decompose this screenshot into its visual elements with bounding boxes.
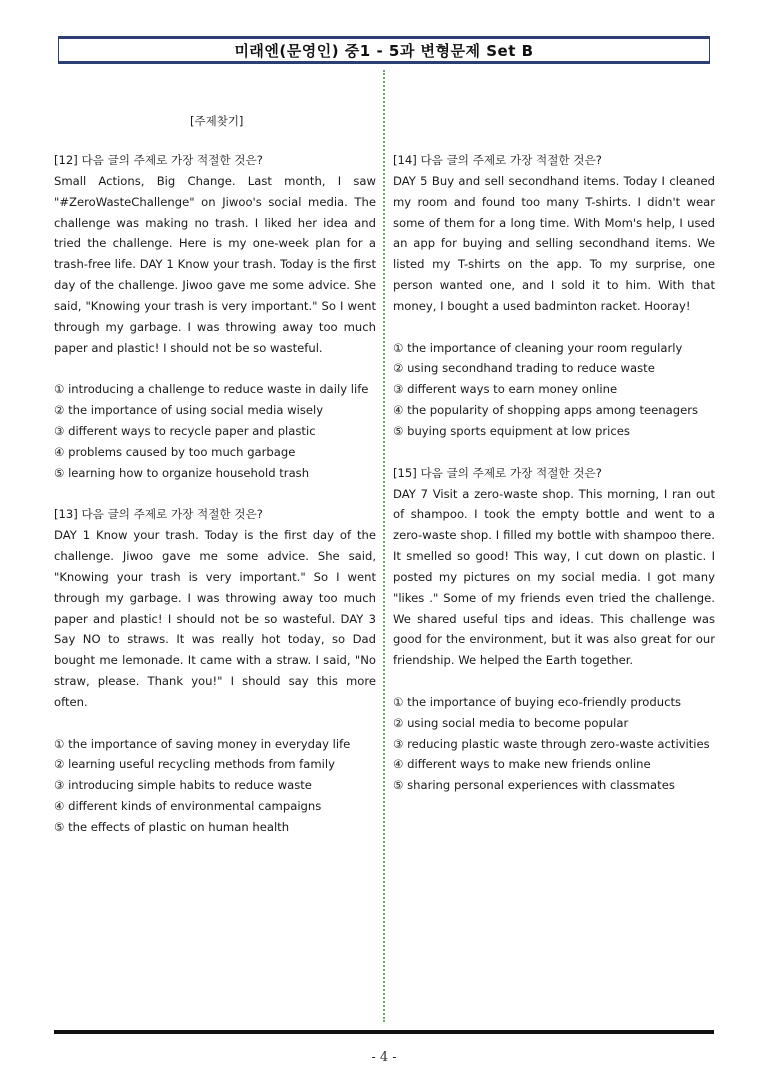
question-15 <box>393 463 715 797</box>
question-passage: Small Actions, Big Change. Last month, I saw "#ZeroWasteChallenge" on Jiwoo's social media. The challenge was making no trash. I liked her idea and tried the challenge. Here is my one-week plan for a trash-free life. DAY 1 Know your trash. Today is the first day of the challenge. Jiwoo gave me some advice. She said, "Knowing your trash is very important." So I went through my garbage. I was throwing away too much paper and plastic! I should not be so wasteful. <box>54 173 376 355</box>
left-column <box>54 150 376 838</box>
answer-option[interactable]: ④ problems caused by too much garbage <box>54 444 296 459</box>
question-13 <box>54 504 376 838</box>
question-passage: DAY 5 Buy and sell secondhand items. Today I cleaned my room and found too many T-shirts. I didn't wear some of them for a long time. With Mom's help, I used an app for buying and selling secondhand items. We listed my T-shirts on the app. To my surprise, one person wanted one, and I sold it to him. With that money, I bought a used badminton racket. Hooray! <box>393 173 715 313</box>
answer-option[interactable]: ⑤ the effects of plastic on human health <box>54 820 290 834</box>
question-header: [14] 다음 글의 주제로 가장 적절한 것은? <box>393 153 602 167</box>
answer-option[interactable]: ③ introducing simple habits to reduce waste <box>54 778 312 793</box>
answer-option[interactable]: ① the importance of saving money in everyday life <box>54 736 351 751</box>
question-passage: DAY 7 Visit a zero-waste shop. This morning, I ran out of shampoo. I took the empty bottle and went to a zero-waste shop. I filled my bottle with shampoo there. It smelled so good! This way, I cut down on plastic. I posted my pictures on my social media. I got many "likes ." Some of my friends even tried the challenge. We shared useful tips and ideas. This challenge was good for the environment, but it was also great for our friendship. We helped the Earth together. <box>393 486 715 668</box>
answer-option[interactable]: ⑤ buying sports equipment at low prices <box>393 423 630 438</box>
answer-option[interactable]: ② using secondhand trading to reduce waste <box>393 361 655 376</box>
answer-option[interactable]: ⑤ learning how to organize household trash <box>54 465 310 480</box>
answer-option[interactable]: ④ the popularity of shopping apps among teenagers <box>393 403 699 418</box>
answer-option[interactable]: ④ different kinds of environmental campaigns <box>54 799 322 814</box>
answer-options <box>54 379 376 483</box>
answer-option[interactable]: ④ different ways to make new friends online <box>393 757 651 772</box>
answer-options <box>54 734 376 838</box>
answer-option[interactable]: ② using social media to become popular <box>393 715 629 730</box>
right-column <box>393 150 715 796</box>
section-label: [주제찾기] <box>190 114 244 128</box>
answer-option[interactable]: ③ different ways to earn money online <box>393 382 618 397</box>
footer-rule <box>54 1030 714 1034</box>
answer-option[interactable]: ① the importance of buying eco-friendly products <box>393 694 682 709</box>
header-box <box>58 36 710 64</box>
question-header: [12] 다음 글의 주제로 가장 적절한 것은? <box>54 153 263 167</box>
answer-option[interactable]: ③ reducing plastic waste through zero-waste activities <box>393 736 710 751</box>
answer-option[interactable]: ② learning useful recycling methods from family <box>54 757 335 772</box>
answer-options <box>393 692 715 796</box>
question-passage: DAY 1 Know your trash. Today is the first day of the challenge. Jiwoo gave me some advice. She said, "Knowing your trash is very important." So I went through my garbage. I was throwing away too much paper and plastic! I should not be so wasteful. DAY 3 Say NO to straws. It was really hot today, so Dad bought me lemonade. It came with a straw. I said, "No straw, please. Thank you!" I should say this more often. <box>54 528 376 709</box>
answer-option[interactable]: ② the importance of using social media wisely <box>54 403 324 418</box>
column-divider <box>383 70 385 1022</box>
page-number: - 4 - <box>371 1050 397 1065</box>
page-title: 미래엔(문영인) 중1 - 5과 변형문제 Set B <box>234 41 534 60</box>
answer-options <box>393 338 715 442</box>
question-14 <box>393 150 715 442</box>
question-header: [13] 다음 글의 주제로 가장 적절한 것은? <box>54 507 263 522</box>
answer-option[interactable]: ① introducing a challenge to reduce waste in daily life <box>54 382 369 397</box>
answer-option[interactable]: ⑤ sharing personal experiences with classmates <box>393 778 675 793</box>
answer-option[interactable]: ③ different ways to recycle paper and plastic <box>54 423 316 438</box>
question-header: [15] 다음 글의 주제로 가장 적절한 것은? <box>393 465 602 480</box>
question-12 <box>54 150 376 484</box>
answer-option[interactable]: ① the importance of cleaning your room regularly <box>393 340 683 355</box>
